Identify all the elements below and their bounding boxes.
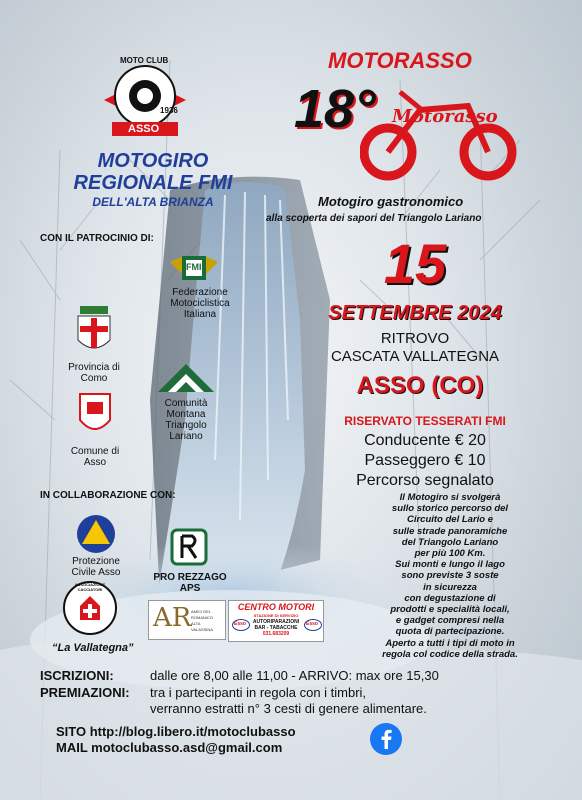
description-line: con degustazione di xyxy=(404,592,496,604)
iscrizioni-text: dalle ore 8,00 alle 11,00 - ARRIVO: max ore 15,30 xyxy=(150,668,439,683)
event-edition: 18° xyxy=(294,79,376,139)
centro-motori-subtitle: STAZIONE DI SERVIZIO xyxy=(253,613,299,618)
price-driver: Conducente € 20 xyxy=(364,432,486,449)
patronage-heading: CON IL PATROCINIO DI: xyxy=(40,233,154,244)
description-line: regola col codice della strada. xyxy=(382,648,518,660)
description-line: del Triangolo Lariano xyxy=(401,536,499,548)
description-line: in sicurezza xyxy=(423,581,477,593)
iscrizioni-label: ISCRIZIONI: xyxy=(40,668,114,683)
description-line: Aperto a tutti i tipi di moto in xyxy=(385,637,515,649)
description-line: prodotti e specialità locali, xyxy=(390,604,510,616)
event-tagline: alla scoperta dei sapori del Triangolo Lariano xyxy=(266,213,482,224)
fmi-logo xyxy=(170,254,218,284)
facebook-icon[interactable] xyxy=(369,722,403,756)
centro-motori-line1: AUTORIPARAZIONI xyxy=(252,619,300,625)
cacciatori-logo-text: ASSOCIAZIONE CACCIATORI xyxy=(74,582,106,592)
event-subtitle: Motogiro gastronomico xyxy=(318,194,464,209)
title-line2: REGIONALE FMI xyxy=(73,172,233,194)
associazione-cacciatori-logo xyxy=(62,580,118,636)
centro-motori-phone: 031.683209 xyxy=(262,631,290,637)
club-logo-year: 1936 xyxy=(160,106,178,115)
provincia-como-crest-icon xyxy=(74,306,114,356)
premiazioni-line1: tra i partecipanti in regola con i timbri, xyxy=(150,685,367,700)
club-logo-text-bottom: ASSO xyxy=(128,123,160,135)
esso-logo-right xyxy=(304,619,322,631)
description-line: e gadget compresi nella xyxy=(395,615,505,627)
description-line: sulle strade panoramiche xyxy=(392,525,508,537)
premiazioni-label: PREMIAZIONI: xyxy=(40,685,130,700)
event-day: 15 xyxy=(383,232,447,295)
price-passenger: Passeggero € 10 xyxy=(364,452,486,469)
comunita-montana-logo-icon xyxy=(158,362,214,396)
centro-motori-line2: BAR - TABACCHE xyxy=(254,625,298,631)
fmi-logo-text: FMI xyxy=(186,262,202,272)
motorbike-logo-icon xyxy=(360,86,520,184)
title-line1: MOTOGIRO xyxy=(97,150,209,172)
collaboration-heading: IN COLLABORAZIONE CON: xyxy=(40,490,176,501)
pro-rezzago-logo-icon xyxy=(168,526,210,568)
event-town: ASSO (CO) xyxy=(356,372,484,399)
motorbike-logo-script: Motorasso xyxy=(392,106,498,127)
email-link[interactable]: MAIL motoclubasso.asd@gmail.com xyxy=(56,740,283,755)
centro-motori-title: CENTRO MOTORI xyxy=(237,602,315,612)
protezione-civile-logo-icon xyxy=(76,514,116,554)
event-month-year: SETTEMBRE 2024 xyxy=(328,302,502,324)
description-line: sono previste 3 soste xyxy=(401,570,499,582)
pro-rezzago-label: PRO REZZAGO APS xyxy=(153,572,227,594)
esso-logo-left-text: Esso xyxy=(234,621,246,627)
route-note: Percorso segnalato xyxy=(356,472,494,489)
reserved-note: RISERVATO TESSERATI FMI xyxy=(344,414,506,428)
amici-romanico-logo xyxy=(148,600,226,640)
event-name: MOTORASSO xyxy=(328,48,472,73)
amici-logo-text: AMICI DEL ROMANICO ALTA VALASSINA xyxy=(191,609,213,632)
esso-logo-right-text: Esso xyxy=(306,621,318,627)
fmi-label: Federazione Motociclistica Italiana xyxy=(170,287,230,320)
photo-caption: “La Vallategna” xyxy=(52,642,134,654)
comune-asso-crest-icon xyxy=(78,392,112,438)
centro-motori-logo xyxy=(228,600,324,642)
description-line: quota di partecipazione. xyxy=(395,626,505,638)
title-line3: DELL'ALTA BRIANZA xyxy=(92,195,214,209)
description-line: Sui monti e lungo il lago xyxy=(395,559,505,571)
comune-label: Comune di Asso xyxy=(70,446,120,468)
protezione-label: Protezione Civile Asso xyxy=(71,556,121,578)
amici-logo-mark: AR xyxy=(153,603,192,633)
provincia-label: Provincia di Como xyxy=(68,362,120,384)
description-line: Circuito del Lario e xyxy=(406,514,494,526)
club-logo-text-top: MOTO CLUB xyxy=(120,56,169,65)
website-link[interactable]: SITO http://blog.libero.it/motoclubasso xyxy=(56,724,296,739)
event-description xyxy=(360,492,540,660)
meeting-place: CASCATA VALLATEGNA xyxy=(330,348,500,365)
premiazioni-line2: verranno estratti n° 3 cesti di genere alimentare. xyxy=(150,701,427,716)
description-line: per più 100 Km. xyxy=(414,548,486,560)
description-line: sullo storico percorso del xyxy=(391,503,509,515)
poster-title xyxy=(68,150,238,210)
comunita-label: Comunità Montana Triangolo Lariano xyxy=(164,398,208,442)
meeting-label: RITROVO xyxy=(380,330,450,347)
moto-club-asso-logo xyxy=(98,50,192,140)
esso-logo-left xyxy=(232,619,250,631)
description-line: Il Motogiro si svolgerà xyxy=(399,492,501,503)
